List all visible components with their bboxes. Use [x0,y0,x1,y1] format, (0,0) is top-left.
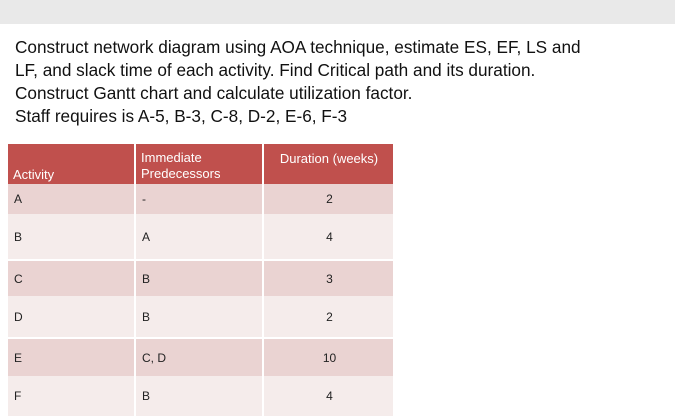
cell-activity: D [8,296,135,338]
cell-activity: F [8,376,135,416]
cell-duration: 2 [263,184,393,214]
table-row [8,214,393,260]
cell-predecessors: - [135,184,263,214]
document-page [0,24,675,420]
cell-activity: A [8,184,135,214]
table-row [8,260,393,296]
question-line: Construct network diagram using AOA technique, estimate ES, EF, LS and [15,37,581,57]
question-text [15,36,671,128]
table-row [8,184,393,214]
cell-predecessors: A [135,214,263,260]
question-line: Construct Gantt chart and calculate utilization factor. [15,83,413,103]
table-header-row [8,144,393,184]
cell-predecessors: B [135,296,263,338]
cell-predecessors: C, D [135,338,263,376]
cell-activity: E [8,338,135,376]
staff-requirements-line: Staff requires is A-5, B-3, C-8, D-2, E-6, F-3 [15,106,348,126]
header-activity: Activity [8,144,135,184]
header-duration: Duration (weeks) [263,144,393,184]
cell-duration: 4 [263,214,393,260]
cell-duration: 4 [263,376,393,416]
table-row [8,376,393,416]
activity-table [8,144,393,416]
cell-duration: 10 [263,338,393,376]
cell-duration: 2 [263,296,393,338]
table-row [8,338,393,376]
cell-activity: C [8,260,135,296]
cell-activity: B [8,214,135,260]
table-row [8,296,393,338]
cell-predecessors: B [135,260,263,296]
header-predecessors: Immediate Predecessors [135,144,263,184]
question-line: LF, and slack time of each activity. Find Critical path and its duration. [15,60,536,80]
cell-duration: 3 [263,260,393,296]
cell-predecessors: B [135,376,263,416]
